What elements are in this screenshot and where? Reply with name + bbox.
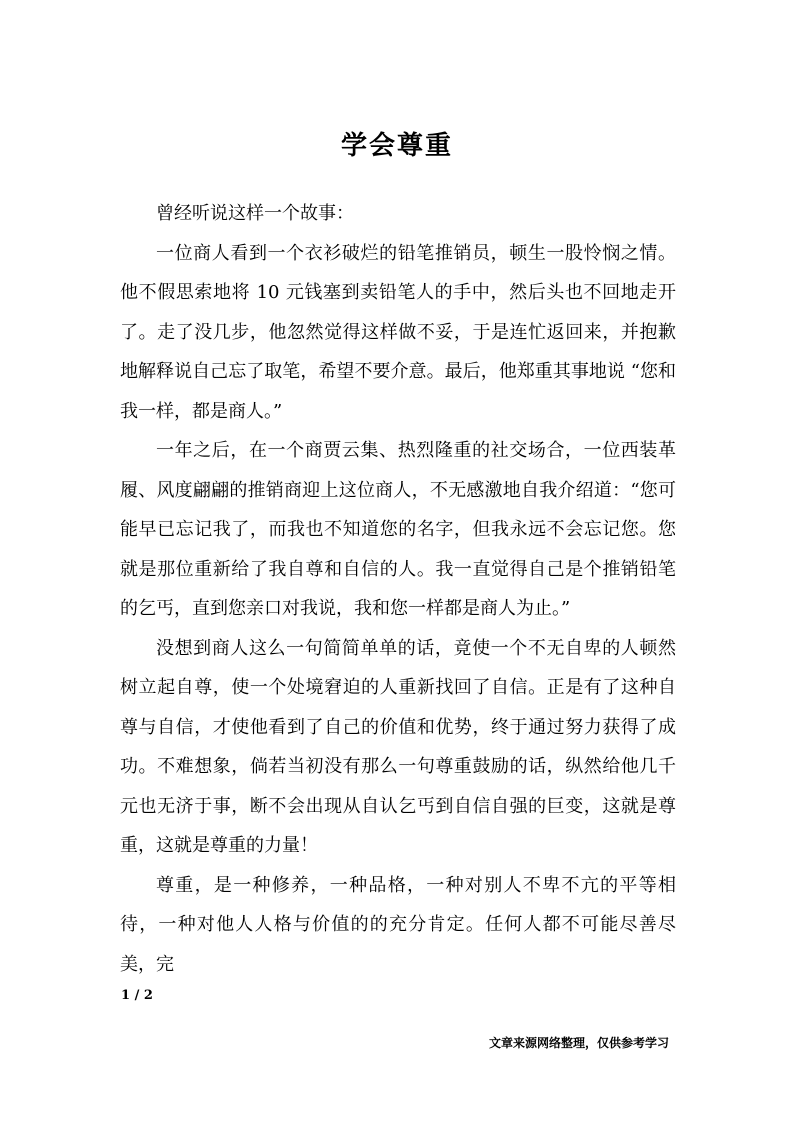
page-number: 1 / 2 <box>121 988 153 1003</box>
page-title: 学会尊重 <box>340 131 453 161</box>
paragraph-reflection: 没想到商人这么一句简简单单的话，竟使一个不无自卑的人顿然树立起自尊，使一个处境窘迫的人重新找回了自信。正是有了这种自尊与自信，才使他看到了自己的价值和优势，终于通过努力获得了成功。不难想象，倘若当初没有那么一句尊重鼓励的话，纵然给他几千元也无济于事，断不会出现从自认乞丐到自信自强的巨变，这就是尊重，这就是尊重的力量！ <box>120 637 676 856</box>
article-body <box>120 194 676 984</box>
source-note: 文章来源网络整理，仅供参考学习 <box>488 1036 669 1050</box>
paragraph-intro: 曾经听说这样一个故事： <box>156 203 354 224</box>
paragraph-story: 一位商人看到一个衣衫破烂的铅笔推销员，顿生一股怜悯之情。他不假思索地将 10 元钱塞到卖铅笔人的手中，然后头也不回地走开了。走了没几步，他忽然觉得这样做不妥，于是连忙返回来，并抱歉地解释说自己忘了取笔，希望不要介意。最后，他郑重其事地说 “您和我一样，都是商人。” <box>120 242 676 422</box>
paragraph-respect-definition: 尊重，是一种修养，一种品格，一种对别人不卑不亢的平等相待，一种对他人人格与价值的的充分肯定。任何人都不可能尽善尽美，完 <box>120 874 676 975</box>
paragraph-one-year-later: 一年之后，在一个商贾云集、热烈隆重的社交场合，一位西装革履、风度翩翩的推销商迎上这位商人，不无感激地自我介绍道：“您可能早已忘记我了，而我也不知道您的名字，但我永远不会忘记您。您就是那位重新给了我自尊和自信的人。我一直觉得自己是个推销铅笔的乞丐，直到您亲口对我说，我和您一样都是商人为止。” <box>120 440 676 619</box>
